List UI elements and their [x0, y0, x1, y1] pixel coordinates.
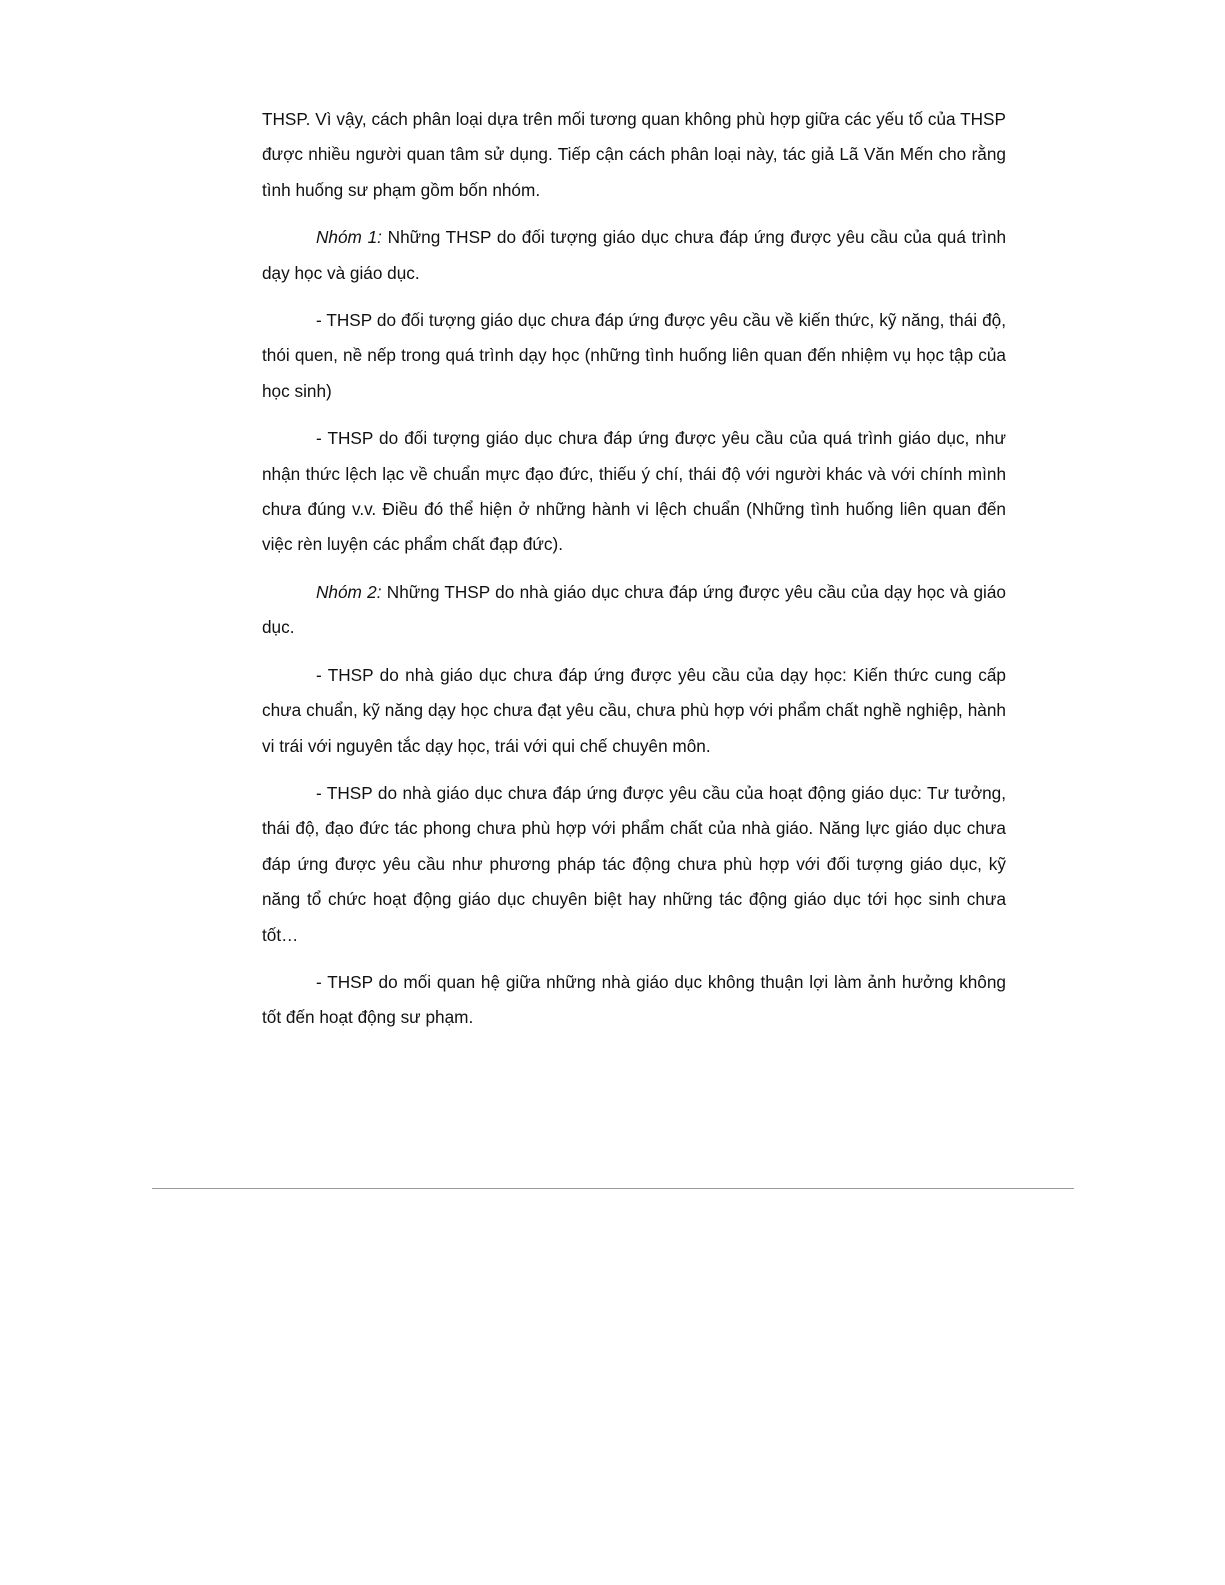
paragraph-group-2-item-3	[262, 965, 1006, 1036]
paragraph-intro	[262, 102, 1006, 208]
paragraph-text: - THSP do nhà giáo dục chưa đáp ứng được yêu cầu của hoạt động giáo dục: Tư tưởng, thái độ, đạo đức tác phong chưa phù hợp với phẩm chất của nhà giáo. Năng lực giáo dục chưa đáp ứng được yêu cầu như phương pháp tác động chưa phù hợp với đối tượng giáo dục, kỹ năng tổ chức hoạt động giáo dục chuyên biệt hay những tác động giáo dục tới học sinh chưa tốt…	[262, 782, 1006, 945]
group-label: Nhóm 1:	[316, 227, 382, 248]
group-label: Nhóm 2:	[316, 581, 382, 602]
paragraph-text: - THSP do đối tượng giáo dục chưa đáp ứng được yêu cầu của quá trình giáo dục, như nhận thức lệch lạc về chuẩn mực đạo đức, thiếu ý chí, thái độ với người khác và với chính mình chưa đúng v.v. Điều đó thể hiện ở những hành vi lệch chuẩn (Những tình huống liên quan đến việc rèn luyện các phẩm chất đạp đức).	[262, 428, 1006, 555]
footer-divider	[152, 1188, 1074, 1189]
paragraph-group-2-item-1	[262, 658, 1006, 764]
paragraph-group-1-item-2	[262, 421, 1006, 563]
document-body	[262, 102, 1006, 1048]
paragraph-text: Những THSP do đối tượng giáo dục chưa đáp ứng được yêu cầu của quá trình dạy học và giáo dục.	[262, 227, 1006, 283]
paragraph-group-2-item-2	[262, 776, 1006, 953]
paragraph-text: Những THSP do nhà giáo dục chưa đáp ứng được yêu cầu của dạy học và giáo dục.	[262, 581, 1006, 638]
paragraph-text: - THSP do đối tượng giáo dục chưa đáp ứng được yêu cầu về kiến thức, kỹ năng, thái độ, thói quen, nề nếp trong quá trình dạy học (những tình huống liên quan đến nhiệm vụ học tập của học sinh)	[262, 310, 1006, 401]
paragraph-group-1-item-1	[262, 303, 1006, 409]
paragraph-group-1	[262, 220, 1006, 291]
paragraph-text: THSP. Vì vậy, cách phân loại dựa trên mối tương quan không phù hợp giữa các yếu tố của THSP được nhiều người quan tâm sử dụng. Tiếp cận cách phân loại này, tác giả Lã Văn Mến cho rằng tình huống sư phạm gồm bốn nhóm.	[262, 109, 1006, 200]
paragraph-text: - THSP do mối quan hệ giữa những nhà giáo dục không thuận lợi làm ảnh hưởng không tốt đến hoạt động sư phạm.	[262, 971, 1006, 1028]
paragraph-group-2	[262, 575, 1006, 646]
paragraph-text: - THSP do nhà giáo dục chưa đáp ứng được yêu cầu của dạy học: Kiến thức cung cấp chưa chuẩn, kỹ năng dạy học chưa đạt yêu cầu, chưa phù hợp với phẩm chất nghề nghiệp, hành vi trái với nguyên tắc dạy học, trái với qui chế chuyên môn.	[262, 664, 1006, 756]
